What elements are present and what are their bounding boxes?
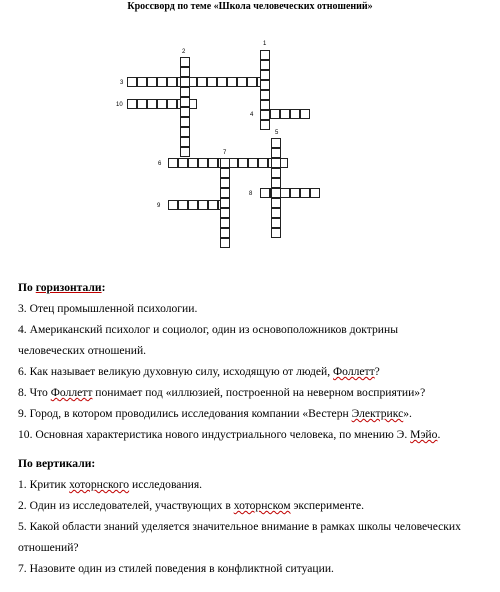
crossword-cell[interactable] [157, 77, 167, 87]
crossword-cell[interactable] [178, 200, 188, 210]
crossword-cell[interactable] [271, 218, 281, 228]
crossword-cell[interactable] [271, 188, 281, 198]
clue-down-5 [18, 516, 488, 537]
clues-section [18, 277, 488, 579]
crossword-cell[interactable] [167, 77, 177, 87]
across-heading-prefix: По [18, 281, 36, 294]
crossword-cell[interactable] [220, 228, 230, 238]
page-title: Кроссворд по теме «Школа человеческих отношений» [127, 1, 373, 12]
crossword-cell[interactable] [238, 158, 248, 168]
clue-across-4 [18, 319, 488, 340]
spellcheck-word: хоторнском [233, 499, 291, 512]
crossword-cell[interactable] [198, 200, 208, 210]
clue-text: эксперименте. [290, 499, 365, 512]
crossword-cell[interactable] [208, 200, 218, 210]
crossword-cell[interactable] [180, 107, 190, 117]
crossword-cell[interactable] [198, 158, 208, 168]
crossword-cell[interactable] [260, 188, 270, 198]
crossword-cell[interactable] [280, 188, 290, 198]
spellcheck-word: Фоллетт [333, 365, 375, 378]
crossword-cell[interactable] [188, 158, 198, 168]
crossword-cell[interactable] [167, 99, 177, 109]
crossword-cell[interactable] [137, 99, 147, 109]
crossword-cell[interactable] [260, 80, 270, 90]
clue-text: 8. Что [18, 386, 51, 399]
clue-text: . [437, 428, 441, 441]
crossword-cell[interactable] [280, 109, 290, 119]
crossword-cell[interactable] [227, 77, 237, 87]
crossword-cell[interactable] [271, 178, 281, 188]
clue-text: 2. Один из исследователей, участвующих в [18, 499, 234, 512]
clue-text: 1. Критик [18, 478, 70, 491]
crossword-cell[interactable] [247, 77, 257, 87]
crossword-cell[interactable] [180, 57, 190, 67]
clue-number-label: 7 [223, 150, 227, 156]
crossword-cell[interactable] [197, 77, 207, 87]
crossword-cell[interactable] [260, 70, 270, 80]
crossword-cell[interactable] [180, 117, 190, 127]
clue-number-label: 4 [250, 112, 254, 118]
crossword-cell[interactable] [220, 208, 230, 218]
clue-down-7 [18, 558, 488, 579]
clue-text: 3. Отец промышленной психологии. [18, 302, 198, 315]
clue-across-9 [18, 403, 488, 424]
clue-text: ? [374, 365, 380, 378]
clue-number-label: 9 [157, 203, 161, 209]
crossword-cell[interactable] [147, 99, 157, 109]
clue-text: 4. Американский психолог и социолог, один из основоположников доктрины [18, 323, 398, 336]
clue-text: 7. Назовите один из стилей поведения в конфликтной ситуации. [18, 562, 334, 575]
crossword-cell[interactable] [180, 67, 190, 77]
clue-down-2 [18, 495, 488, 516]
crossword-cell[interactable] [220, 218, 230, 228]
clue-number-label: 5 [275, 130, 279, 136]
clue-across-6 [18, 361, 488, 382]
clue-number-label: 8 [249, 191, 253, 197]
crossword-cell[interactable] [180, 87, 190, 97]
crossword-cell[interactable] [217, 77, 227, 87]
spellcheck-word: Фоллетт [50, 386, 93, 399]
crossword-cell[interactable] [207, 77, 217, 87]
crossword-cell[interactable] [271, 138, 281, 148]
clue-number-label: 3 [120, 80, 124, 86]
crossword-cell[interactable] [237, 77, 247, 87]
crossword-cell[interactable] [147, 77, 157, 87]
crossword-cell[interactable] [157, 99, 167, 109]
crossword-cell[interactable] [127, 99, 137, 109]
crossword-cell[interactable] [271, 198, 281, 208]
across-heading-colon: : [101, 281, 106, 294]
crossword-cell[interactable] [260, 120, 270, 130]
clue-across-8 [18, 382, 488, 403]
crossword-cell[interactable] [137, 77, 147, 87]
clue-across-3 [18, 298, 488, 319]
crossword-grid[interactable] [0, 0, 500, 260]
crossword-cell[interactable] [310, 188, 320, 198]
clue-across-10 [18, 424, 488, 445]
clue-number-label: 10 [116, 102, 123, 108]
clue-across-4-cont [18, 340, 488, 361]
crossword-cell[interactable] [290, 188, 300, 198]
crossword-cell[interactable] [220, 198, 230, 208]
across-heading-word: горизонтали [35, 281, 102, 294]
clue-text: ». [403, 407, 412, 420]
clue-text: отношений? [18, 541, 79, 554]
clue-text: 5. Какой области знаний уделяется значительное внимание в рамках школы человеческих [18, 520, 461, 533]
crossword-cell[interactable] [188, 200, 198, 210]
clue-text: 9. Город, в котором проводились исследования компании «Вестерн [18, 407, 352, 420]
clue-text: исследования. [129, 478, 203, 491]
crossword-cell[interactable] [271, 228, 281, 238]
crossword-cell[interactable] [220, 188, 230, 198]
crossword-cell[interactable] [248, 158, 258, 168]
crossword-cell[interactable] [290, 109, 300, 119]
crossword-cell[interactable] [178, 158, 188, 168]
clue-number-label: 6 [158, 161, 162, 167]
crossword-cell[interactable] [180, 77, 190, 87]
crossword-cell[interactable] [271, 158, 281, 168]
spellcheck-word: Электрикс [351, 407, 404, 420]
crossword-cell[interactable] [260, 50, 270, 60]
clue-number-label: 2 [182, 49, 186, 55]
clue-text: понимает под «иллюзией, построенной на неверном восприятии»? [92, 386, 426, 399]
crossword-cell[interactable] [260, 100, 270, 110]
clue-down-5-cont [18, 537, 488, 558]
crossword-cell[interactable] [208, 158, 218, 168]
crossword-cell[interactable] [271, 148, 281, 158]
down-heading: По вертикали: [18, 457, 96, 470]
crossword-cell[interactable] [168, 158, 178, 168]
crossword-cell[interactable] [260, 90, 270, 100]
crossword-cell[interactable] [127, 77, 137, 87]
crossword-cell[interactable] [220, 158, 230, 168]
crossword-cell[interactable] [260, 110, 270, 120]
crossword-cell[interactable] [300, 188, 310, 198]
clue-text: 6. Как называет великую духовную силу, исходящую от людей, [18, 365, 334, 378]
crossword-cell[interactable] [180, 137, 190, 147]
spellcheck-word: Мэйо [410, 428, 438, 441]
crossword-cell[interactable] [270, 109, 280, 119]
crossword-cell[interactable] [271, 208, 281, 218]
crossword-cell[interactable] [300, 109, 310, 119]
crossword-cell[interactable] [271, 168, 281, 178]
across-heading [18, 277, 488, 298]
crossword-cell[interactable] [220, 168, 230, 178]
clue-text: человеческих отношений. [18, 344, 147, 357]
crossword-cell[interactable] [258, 158, 268, 168]
clue-text: 10. Основная характеристика нового индустриального человека, по мнению Э. [18, 428, 411, 441]
spellcheck-word: хоторнского [69, 478, 130, 491]
crossword-cell[interactable] [220, 238, 230, 248]
crossword-cell[interactable] [260, 60, 270, 70]
crossword-cell[interactable] [180, 147, 190, 157]
crossword-cell[interactable] [168, 200, 178, 210]
clue-down-1 [18, 474, 488, 495]
crossword-cell[interactable] [180, 97, 190, 107]
crossword-cell[interactable] [180, 127, 190, 137]
crossword-cell[interactable] [220, 178, 230, 188]
clue-number-label: 1 [263, 41, 267, 47]
